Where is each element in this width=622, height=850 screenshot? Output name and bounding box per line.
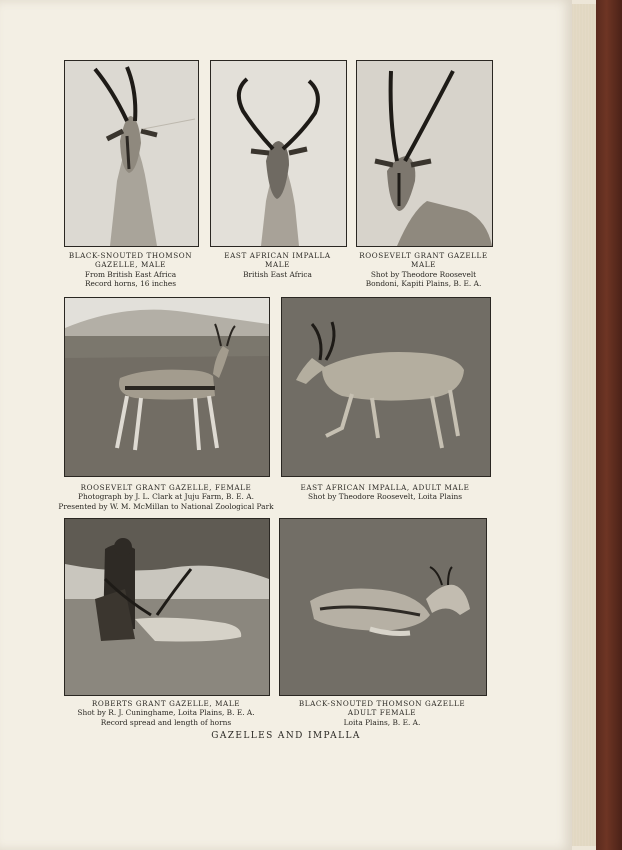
caption-1 — [58, 251, 203, 289]
caption-title: BLACK-SNOUTED THOMSON GAZELLE — [298, 699, 466, 708]
page-edges — [572, 4, 598, 846]
caption-title: MALE — [265, 260, 290, 270]
caption-title: ROOSEVELT GRANT GAZELLE, FEMALE — [80, 483, 252, 492]
photo-roberts-grant-gazelle — [64, 518, 270, 696]
caption-5 — [281, 483, 489, 502]
caption-title: GAZELLE, MALE — [95, 260, 166, 270]
caption-2 — [205, 251, 350, 279]
caption-note: Bondoni, Kapiti Plains, B. E. A. — [365, 279, 482, 289]
caption-title: ROBERTS GRANT GAZELLE, MALE — [91, 699, 241, 708]
caption-6 — [40, 699, 292, 727]
caption-3 — [351, 251, 496, 289]
caption-note: From British East Africa — [84, 269, 177, 279]
caption-note: Loita Plains, B. E. A. — [343, 717, 421, 727]
caption-note: Shot by Theodore Roosevelt, Loita Plains — [307, 492, 463, 502]
caption-note: Photograph by J. L. Clark at Juju Farm, B. E. A. — [78, 492, 254, 502]
caption-7 — [271, 699, 493, 727]
photo-thomson-gazelle-male-head — [64, 60, 199, 247]
caption-title: BLACK-SNOUTED THOMSON — [68, 251, 193, 260]
caption-note: Record horns, 16 inches — [84, 279, 177, 289]
photo-impalla-male-head — [210, 60, 347, 247]
caption-title: MALE — [411, 260, 436, 270]
caption-title: ADULT FEMALE — [347, 708, 417, 718]
photo-thomson-gazelle-female — [279, 518, 487, 696]
caption-4 — [40, 483, 292, 511]
caption-note: Shot by R. J. Cuninghame, Loita Plains, B. E. A. — [77, 708, 255, 718]
caption-note: Record spread and length of horns — [100, 717, 232, 727]
page-title: GAZELLES AND IMPALLA — [211, 731, 361, 741]
caption-note: British East Africa — [243, 269, 312, 279]
caption-note: Presented by W. M. McMillan to National Zoological Park — [58, 501, 274, 511]
caption-title: EAST AFRICAN IMPALLA — [224, 251, 331, 260]
caption-note: Shot by Theodore Roosevelt — [370, 269, 477, 279]
caption-title: ROOSEVELT GRANT GAZELLE — [359, 251, 488, 260]
book-cover — [596, 0, 622, 850]
caption-title: EAST AFRICAN IMPALLA, ADULT MALE — [300, 483, 470, 492]
photo-grant-gazelle-male-head — [356, 60, 493, 247]
photo-grant-gazelle-female — [64, 297, 270, 477]
photo-impalla-adult-male — [281, 297, 491, 477]
